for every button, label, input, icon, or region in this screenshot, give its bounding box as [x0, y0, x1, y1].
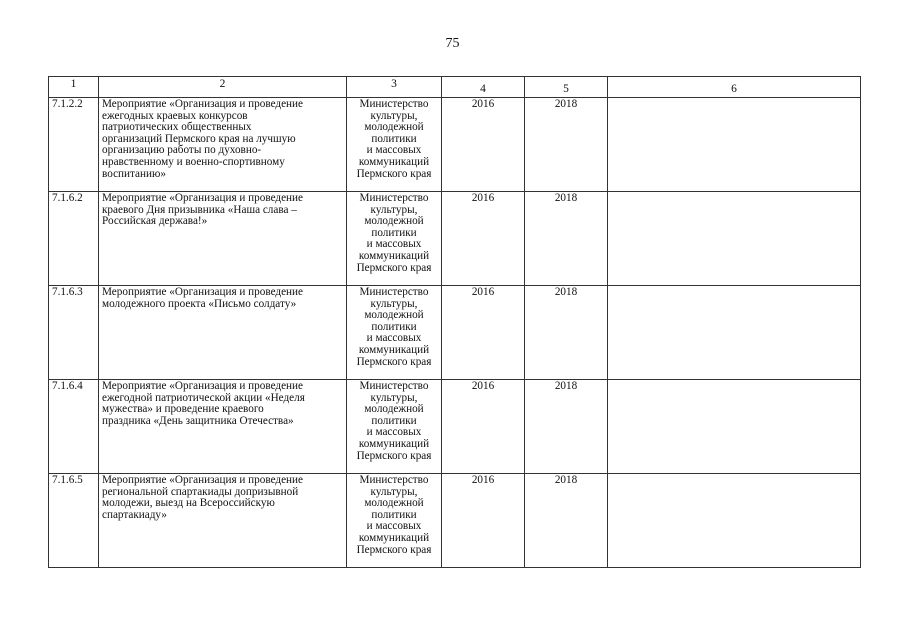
row-column-6: [608, 192, 861, 286]
row-start-year: 2016: [442, 286, 525, 380]
row-executor: Министерство культуры, молодежной политики и массовых коммуникаций Пермского края: [347, 98, 442, 192]
row-code: 7.1.6.2: [49, 192, 99, 286]
row-executor: Министерство культуры, молодежной политики и массовых коммуникаций Пермского края: [347, 474, 442, 568]
row-code: 7.1.2.2: [49, 98, 99, 192]
row-code: 7.1.6.5: [49, 474, 99, 568]
row-code: 7.1.6.3: [49, 286, 99, 380]
column-header-5: 5: [525, 77, 608, 98]
row-end-year: 2018: [525, 474, 608, 568]
column-header-2: 2: [99, 77, 347, 98]
row-start-year: 2016: [442, 98, 525, 192]
table-row: [49, 192, 861, 286]
table-row: [49, 286, 861, 380]
row-description: Мероприятие «Организация и проведение региональной спартакиады допризывной молодежи, выезд на Всероссийскую спартакиаду»: [99, 474, 347, 568]
row-executor: Министерство культуры, молодежной политики и массовых коммуникаций Пермского края: [347, 286, 442, 380]
row-column-6: [608, 474, 861, 568]
program-table: [48, 76, 861, 568]
column-header-6: 6: [608, 77, 861, 98]
row-executor: Министерство культуры, молодежной политики и массовых коммуникаций Пермского края: [347, 380, 442, 474]
table-row: [49, 98, 861, 192]
row-column-6: [608, 286, 861, 380]
row-start-year: 2016: [442, 474, 525, 568]
row-column-6: [608, 98, 861, 192]
row-end-year: 2018: [525, 192, 608, 286]
row-executor: Министерство культуры, молодежной политики и массовых коммуникаций Пермского края: [347, 192, 442, 286]
row-end-year: 2018: [525, 286, 608, 380]
table-row: [49, 380, 861, 474]
row-end-year: 2018: [525, 380, 608, 474]
column-header-3: 3: [347, 77, 442, 98]
column-header-4: 4: [442, 77, 525, 98]
row-start-year: 2016: [442, 380, 525, 474]
row-start-year: 2016: [442, 192, 525, 286]
row-description: Мероприятие «Организация и проведение краевого Дня призывника «Наша слава – Российская держава!»: [99, 192, 347, 286]
table-row: [49, 474, 861, 568]
row-description: Мероприятие «Организация и проведение ежегодных краевых конкурсов патриотических общественных организаций Пермского края на лучшую организацию работы по духовно- нравственному и военно-спортивному воспитанию»: [99, 98, 347, 192]
page-number: 75: [445, 36, 460, 51]
row-column-6: [608, 380, 861, 474]
row-description: Мероприятие «Организация и проведение ежегодной патриотической акции «Неделя мужества» и проведение краевого праздника «День защитника Отечества»: [99, 380, 347, 474]
row-description: Мероприятие «Организация и проведение молодежного проекта «Письмо солдату»: [99, 286, 347, 380]
row-end-year: 2018: [525, 98, 608, 192]
table-header-row: [49, 77, 861, 98]
column-header-1: 1: [49, 77, 99, 98]
row-code: 7.1.6.4: [49, 380, 99, 474]
